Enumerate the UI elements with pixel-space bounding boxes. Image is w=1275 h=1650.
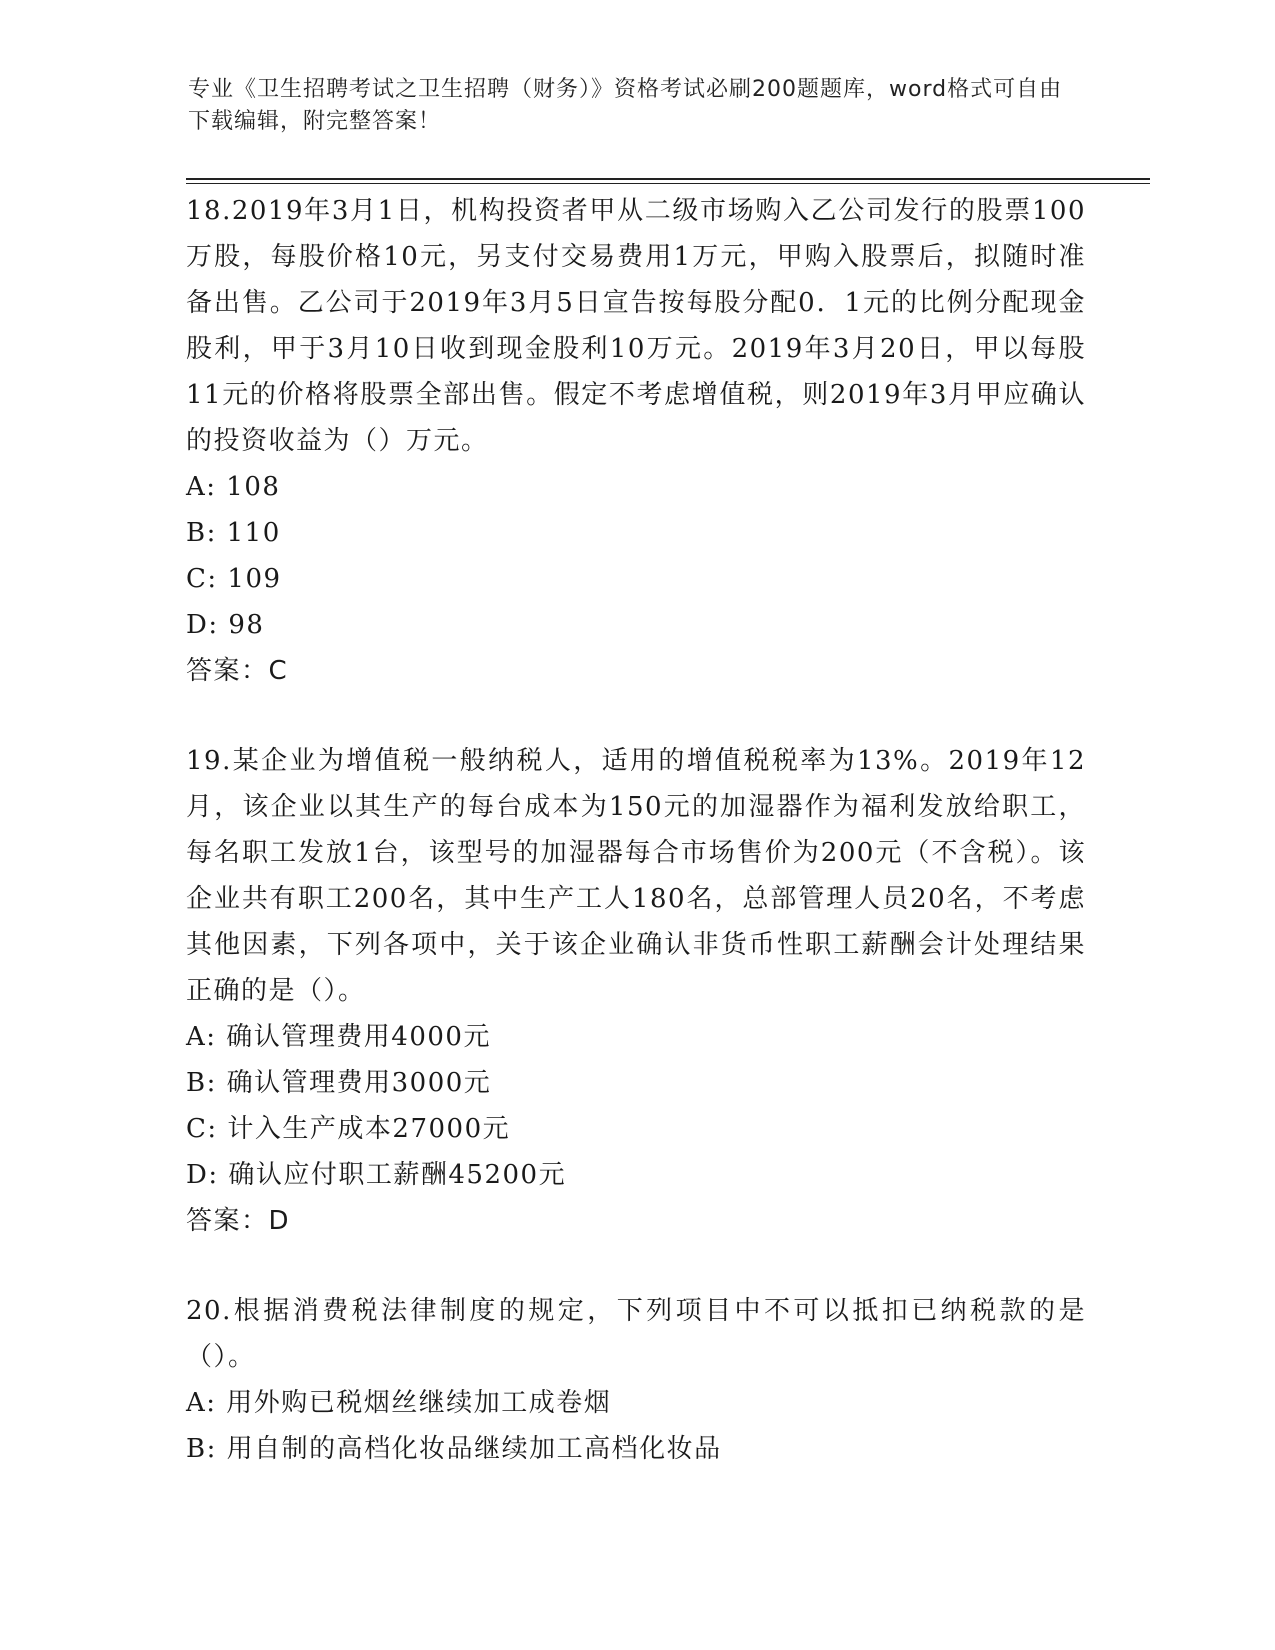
option-b: B: 确认管理费用3000元 — [186, 1068, 492, 1098]
question-spacer — [186, 1244, 1086, 1288]
question-20 — [186, 1288, 1086, 1472]
option-b: B: 用自制的高档化妆品继续加工高档化妆品 — [186, 1434, 722, 1464]
option-d: D: 98 — [186, 610, 265, 640]
option-c: C: 109 — [186, 564, 282, 594]
question-text: 18.2019年3月1日，机构投资者甲从二级市场购入乙公司发行的股票100万股，每股价格10元，另支付交易费用1万元，甲购入股票后，拟随时准备出售。乙公司于2019年3月5日宣告按每股分配0．1元的比例分配现金股利，甲于3月10日收到现金股利10万元。2019年3月20日，甲以每股11元的价格将股票全部出售。假定不考虑增值税，则2019年3月甲应确认的投资收益为（）万元。 — [186, 196, 1086, 456]
header-divider-thin — [186, 183, 1150, 184]
option-b: B: 110 — [186, 518, 281, 548]
option-c: C: 计入生产成本27000元 — [186, 1114, 511, 1144]
document-header: 专业《卫生招聘考试之卫生招聘（财务）》资格考试必刷200题题库，word格式可自由下载编辑，附完整答案！ — [188, 77, 1063, 134]
option-a: A: 确认管理费用4000元 — [186, 1022, 491, 1052]
question-list — [186, 188, 1086, 1472]
option-a: A: 用外购已税烟丝继续加工成卷烟 — [186, 1388, 612, 1418]
header-divider — [186, 178, 1150, 180]
option-a: A: 108 — [186, 472, 281, 502]
answer-line: 答案：C — [186, 656, 289, 686]
answer-line: 答案：D — [186, 1206, 291, 1236]
question-19 — [186, 738, 1086, 1244]
question-text: 19.某企业为增值税一般纳税人，适用的增值税税率为13%。2019年12月，该企业以其生产的每台成本为150元的加湿器作为福利发放给职工，每名职工发放1台，该型号的加湿器每合市场售价为200元（不含税）。该企业共有职工200名，其中生产工人180名，总部管理人员20名，不考虑其他因素，下列各项中，关于该企业确认非货币性职工薪酬会计处理结果正确的是（）。 — [186, 746, 1086, 1006]
option-d: D: 确认应付职工薪酬45200元 — [186, 1160, 567, 1190]
question-spacer — [186, 694, 1086, 738]
question-text: 20.根据消费税法律制度的规定，下列项目中不可以抵扣已纳税款的是（）。 — [186, 1296, 1086, 1372]
question-18 — [186, 188, 1086, 694]
